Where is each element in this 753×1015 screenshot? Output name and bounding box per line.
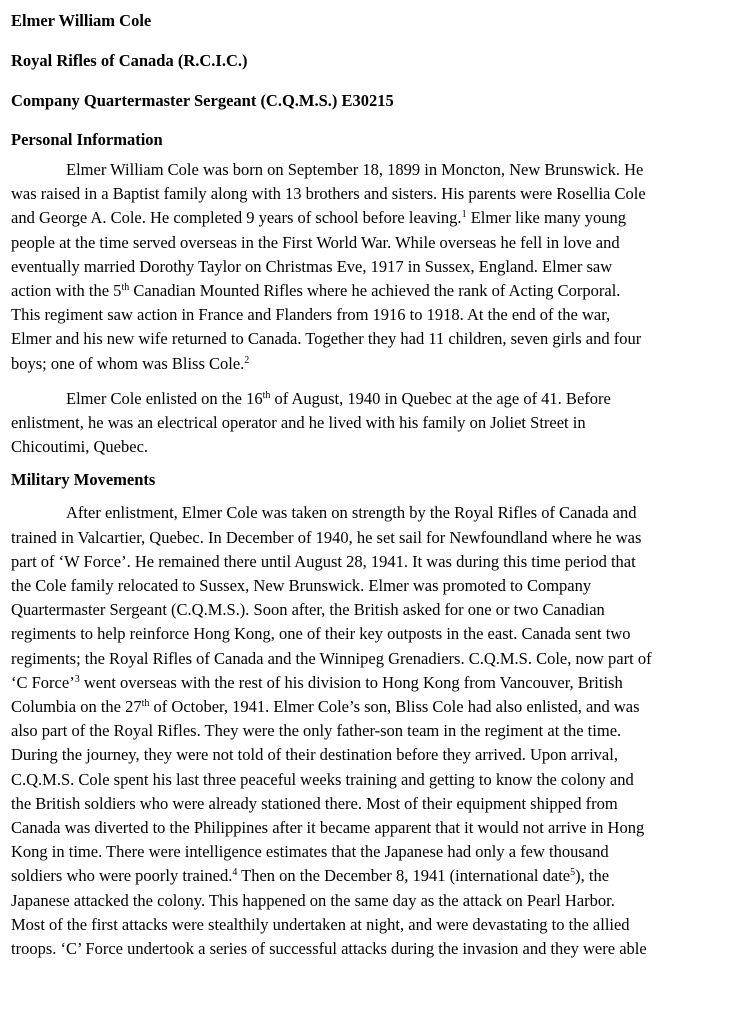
text-line [11, 303, 741, 327]
footnote-marker: 3 [74, 673, 80, 685]
personal-paragraph-2 [11, 387, 741, 460]
text-line [11, 231, 741, 255]
text-run: Elmer and his new wife returned to Canada. Together they had 11 children, seven girls and four [11, 329, 642, 349]
text-run: the British soldiers who were already stationed there. Most of their equipment shipped from [11, 793, 618, 813]
footnote-marker: 1 [461, 209, 467, 221]
personal-information-heading: Personal Information [11, 130, 163, 149]
text-run: Most of the first attacks were stealthily undertaken at night, and were devastating to the allied [11, 914, 630, 934]
text-run: of October, 1941. Elmer Cole’s son, Bliss Cole had also enlisted, and was [149, 697, 640, 717]
text-run: Then on the December 8, 1941 (international date [237, 866, 571, 886]
text-line [11, 671, 741, 695]
text-run: Columbia on the 27 [11, 697, 142, 717]
text-run: soldiers who were poorly trained. [11, 866, 233, 886]
text-run: people at the time served overseas in the First World War. While overseas he fell in love and [11, 232, 620, 252]
text-line [11, 889, 741, 913]
text-run: of August, 1940 in Quebec at the age of 41. Before [270, 388, 611, 408]
text-line [11, 695, 741, 719]
text-run: Chicoutimi, Quebec. [11, 437, 149, 457]
text-line [11, 913, 741, 937]
text-line [11, 864, 741, 888]
text-line [11, 550, 741, 574]
text-line [11, 840, 741, 864]
text-line [11, 768, 741, 792]
personal-paragraph-1 [11, 158, 741, 376]
text-line [11, 182, 741, 206]
footnote-marker: 2 [244, 354, 250, 366]
text-run: troops. ‘C’ Force undertook a series of successful attacks during the invasion and they were able [11, 939, 647, 959]
text-line [11, 501, 741, 525]
text-line [11, 327, 741, 351]
text-line [11, 206, 741, 230]
military-movements-heading: Military Movements [11, 470, 156, 490]
footnote-marker: 4 [232, 867, 238, 879]
text-run: Quartermaster Sergeant (C.Q.M.S.). Soon after, the British asked for one or two Canadian [11, 600, 605, 620]
text-run: ‘C Force’ [11, 672, 75, 692]
text-run: C.Q.M.S. Cole spent his last three peaceful weeks training and getting to know the colony and [11, 769, 634, 789]
text-run: trained in Valcartier, Quebec. In December of 1940, he set sail for Newfoundland where he was [11, 527, 642, 547]
text-run: During the journey, they were not told of their destination before they arrived. Upon arrival, [11, 745, 618, 765]
text-run: Elmer William Cole was born on September 18, 1899 in Moncton, New Brunswick. He [66, 160, 644, 179]
text-run: boys; one of whom was Bliss Cole. [11, 353, 245, 373]
text-line [11, 526, 741, 550]
text-run: Canada was diverted to the Philippines after it became apparent that it would not arrive in Hong [11, 818, 645, 838]
footnote-marker: 5 [570, 867, 576, 879]
text-line [11, 937, 741, 961]
text-line [11, 255, 741, 279]
text-line [11, 279, 741, 303]
text-line [11, 622, 741, 646]
text-run: This regiment saw action in France and Flanders from 1916 to 1918. At the end of the war, [11, 305, 611, 325]
soldier-name-heading: Elmer William Cole [11, 11, 152, 30]
text-run: also part of the Royal Rifles. They were the only father-son team in the regiment at the time. [11, 721, 622, 741]
footnote-marker: th [262, 389, 271, 401]
text-line [11, 792, 741, 816]
footnote-marker: th [141, 698, 150, 710]
text-run: enlistment, he was an electrical operator and he lived with his family on Joliet Street in [11, 413, 586, 433]
text-run: Kong in time. There were intelligence estimates that the Japanese had only a few thousand [11, 842, 609, 862]
text-run: Elmer Cole enlisted on the 16 [66, 388, 263, 408]
text-run: regiments; the Royal Rifles of Canada and the Winnipeg Grenadiers. C.Q.M.S. Cole, now part of [11, 648, 652, 668]
document-page [11, 9, 741, 961]
rank-heading: Company Quartermaster Sergeant (C.Q.M.S.) E30215 [11, 91, 394, 110]
text-run: regiments to help reinforce Hong Kong, one of their key outposts in the east. Canada sent two [11, 624, 631, 644]
text-line [11, 743, 741, 767]
text-run: went overseas with the rest of his division to Hong Kong from Vancouver, British [79, 672, 623, 692]
text-run: Japanese attacked the colony. This happened on the same day as the attack on Pearl Harbor. [11, 890, 615, 910]
text-line [11, 816, 741, 840]
text-line [11, 411, 741, 435]
text-run: ), the [575, 866, 610, 886]
text-line [11, 158, 741, 182]
text-line [11, 647, 741, 671]
text-run: the Cole family relocated to Sussex, New Brunswick. Elmer was promoted to Company [11, 576, 592, 596]
text-line [11, 387, 741, 411]
text-run: After enlistment, Elmer Cole was taken on strength by the Royal Rifles of Canada and [66, 503, 637, 523]
military-paragraph-1 [11, 501, 741, 961]
footnote-marker: th [121, 282, 130, 294]
text-run: eventually married Dorothy Taylor on Christmas Eve, 1917 in Sussex, England. Elmer saw [11, 256, 613, 276]
text-run: part of ‘W Force’. He remained there until August 28, 1941. It was during this time period that [11, 551, 636, 571]
text-line [11, 574, 741, 598]
text-line [11, 719, 741, 743]
regiment-heading: Royal Rifles of Canada (R.C.I.C.) [11, 51, 248, 70]
text-line [11, 435, 741, 459]
text-run: and George A. Cole. He completed 9 years of school before leaving. [11, 208, 462, 228]
text-run: was raised in a Baptist family along with 13 brothers and sisters. His parents were Rosellia Cole [11, 184, 646, 204]
text-run: Canadian Mounted Rifles where he achieved the rank of Acting Corporal. [129, 281, 621, 301]
text-run: action with the 5 [11, 281, 122, 301]
text-run: Elmer like many young [466, 208, 627, 228]
text-line [11, 598, 741, 622]
text-line [11, 352, 741, 376]
